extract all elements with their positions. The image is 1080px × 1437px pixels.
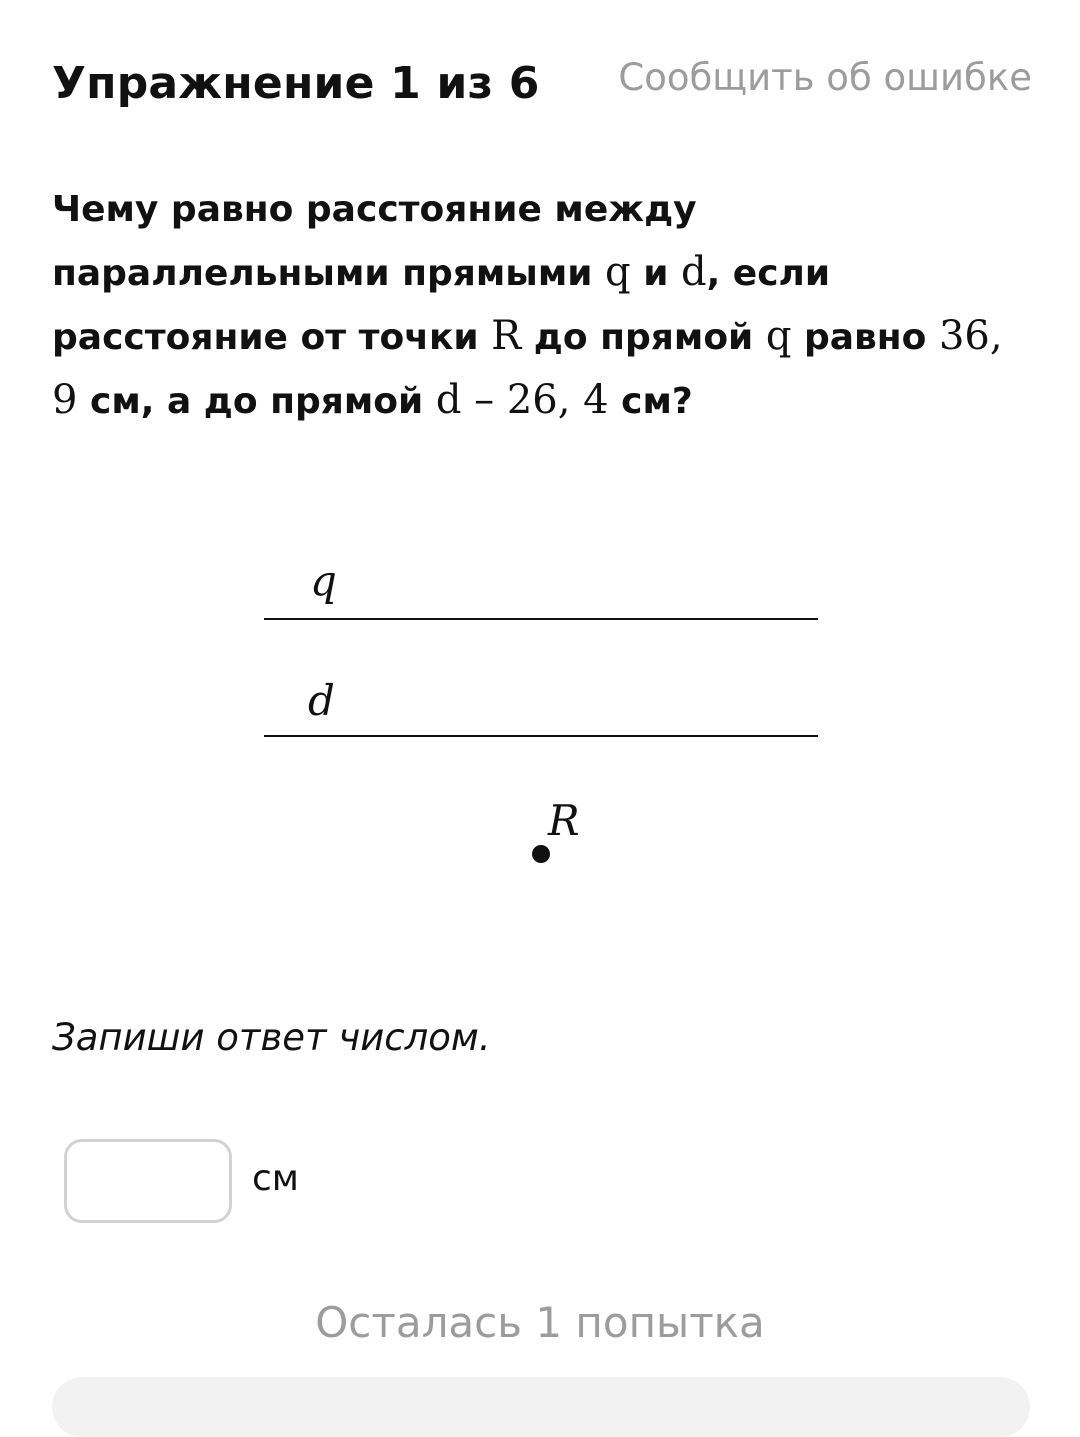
report-error-link[interactable]: Сообщить об ошибке: [618, 56, 1032, 99]
question-text-part: и: [630, 253, 681, 294]
line-d-label: d: [308, 676, 335, 725]
question-text-part: равно: [791, 317, 939, 358]
question-text-part: см?: [608, 381, 693, 422]
point-r: [532, 845, 550, 863]
geometry-figure: [250, 540, 830, 890]
math-line-d: d: [680, 249, 707, 295]
line-q-label: q: [310, 556, 337, 605]
math-line-q: q: [765, 313, 792, 359]
header: [52, 52, 1032, 122]
question-text-part: до прямой: [521, 317, 766, 358]
math-point-r: R: [491, 313, 522, 359]
math-distance-q: 36, 9: [52, 313, 1003, 423]
question-text-part: см, а до прямой: [77, 381, 436, 422]
question-text-part: Чему равно расстояние между параллельными прямыми: [52, 189, 697, 294]
exercise-title: Упражнение 1 из 6: [52, 58, 540, 109]
figure-canvas: [250, 540, 830, 890]
math-line-q: q: [605, 249, 631, 295]
question-text: [52, 178, 1027, 433]
answer-instruction: Запиши ответ числом.: [52, 1016, 491, 1059]
attempts-remaining: Осталась 1 попытка: [315, 1298, 765, 1347]
submit-button[interactable]: [52, 1377, 1030, 1437]
unit-label: см: [252, 1158, 299, 1199]
math-distance-d: d – 26, 4: [435, 377, 609, 423]
answer-input[interactable]: [64, 1139, 232, 1223]
question-text-part: , если расстояние от точки: [52, 253, 831, 358]
point-r-label: R: [548, 796, 580, 845]
